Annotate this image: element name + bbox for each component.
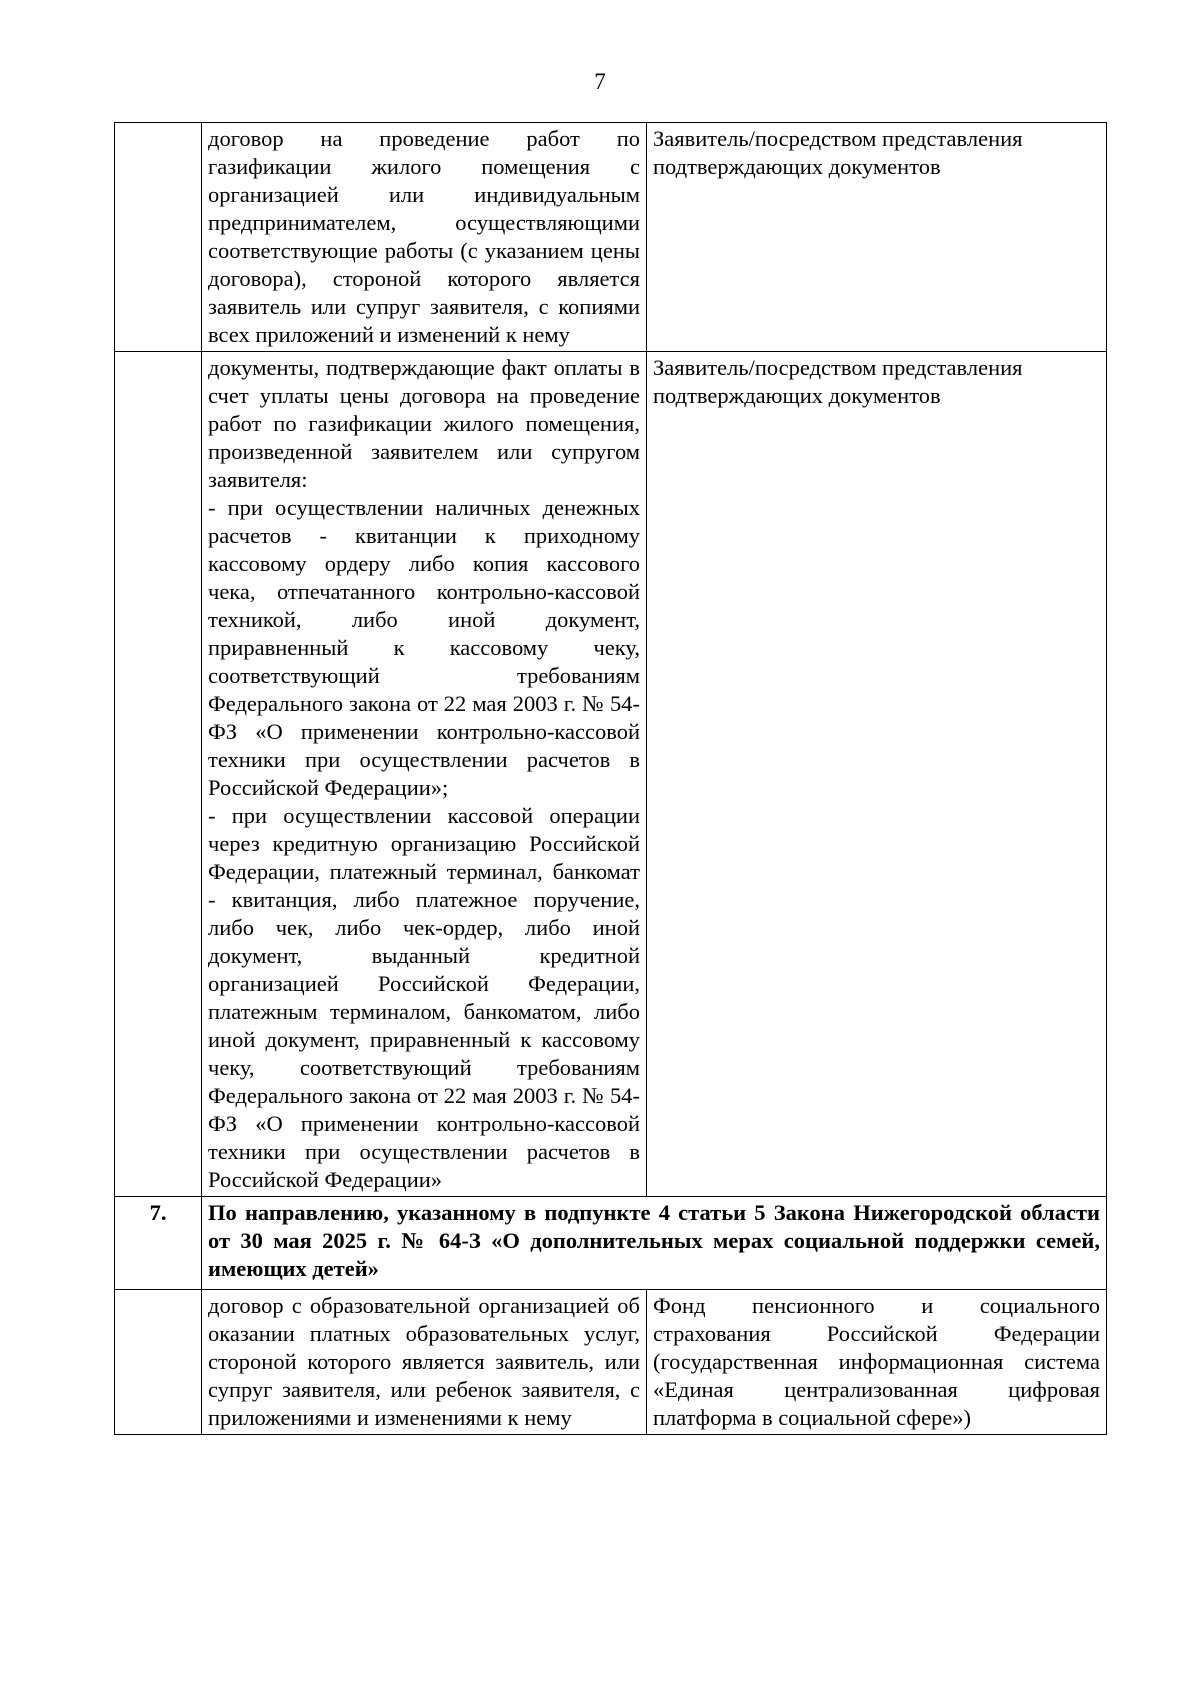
document-paragraph: договор на проведение работ по газификации жилого помещения с организацией или индивидуальным предпринимателем, осуществляющими соответствующие работы (с указанием цены договора), стороной которого является заявитель или супруг заявителя, с копиями всех приложений и изменений к нему (208, 126, 640, 347)
document-cell (202, 123, 647, 352)
table-row (115, 123, 1107, 352)
page-number: 7 (594, 69, 606, 94)
source-cell: Фонд пенсионного и социального страхования Российской Федерации (государственная информационная система «Единая централизованная цифровая платформа в социальной сфере») (647, 1290, 1107, 1435)
section-row (115, 1197, 1107, 1290)
document-cell (202, 352, 647, 1197)
document-cell: договор с образовательной организацией об оказании платных образовательных услуг, стороной которого является заявитель, или супруг заявителя, или ребенок заявителя, с приложениями и изменениями к нему (202, 1290, 647, 1435)
source-cell: Заявитель/посредством представления подтверждающих документов (647, 352, 1107, 1197)
section-heading: По направлению, указанному в подпункте 4 статьи 5 Закона Нижегородской области от 30 мая 2025 г. № 64-З «О дополнительных мерах социальной поддержки семей, имеющих детей» (202, 1197, 1107, 1290)
document-paragraph: документы, подтверждающие факт оплаты в счет уплаты цены договора на проведение работ по газификации жилого помещения, произведенной заявителем или супругом заявителя: (208, 355, 640, 492)
source-cell: Заявитель/посредством представления подтверждающих документов (647, 123, 1107, 352)
row-number-cell (115, 352, 202, 1197)
document-paragraph: - при осуществлении наличных денежных расчетов - квитанции к приходному кассовому ордеру либо копия кассового чека, отпечатанного контрольно-кассовой техникой, либо иной документ, приравненный к кассовому чеку, соответствующий требованиям Федерального закона от 22 мая 2003 г. № 54-ФЗ «О применении контрольно-кассовой техники при осуществлении расчетов в Российской Федерации»; (208, 495, 640, 800)
document-paragraph: - при осуществлении кассовой операции через кредитную организацию Российской Федерации, платежный терминал, банкомат - квитанция, либо платежное поручение, либо чек, либо чек-ордер, либо иной документ, выданный кредитной организацией Российской Федерации, платежным терминалом, банкоматом, либо иной документ, приравненный к кассовому чеку, соответствующий требованиям Федерального закона от 22 мая 2003 г. № 54-ФЗ «О применении контрольно-кассовой техники при осуществлении расчетов в Российской Федерации» (208, 803, 640, 1192)
documents-table (114, 122, 1107, 1435)
section-number: 7. (115, 1197, 202, 1290)
row-number-cell (115, 1290, 202, 1435)
row-number-cell (115, 123, 202, 352)
table-row (115, 1290, 1107, 1435)
table-row (115, 352, 1107, 1197)
